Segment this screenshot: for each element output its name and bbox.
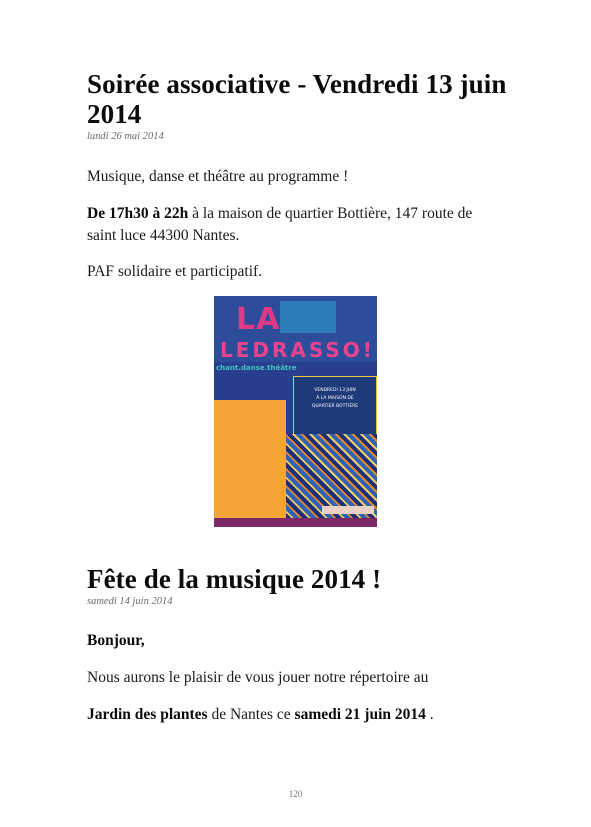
city-text: de Nantes ce — [207, 706, 295, 723]
post-paragraph — [87, 203, 472, 247]
venue-text: Jardin des plantes — [87, 706, 208, 723]
page-number: 120 — [288, 789, 303, 799]
event-poster-image — [214, 296, 377, 527]
post-title — [87, 69, 506, 129]
time-range: De 17h30 à 22h — [87, 205, 189, 222]
poster-lineup — [214, 400, 286, 518]
post-date: samedi 14 juin 2014 — [87, 596, 173, 607]
poster-info-line: À LA MAISON DE — [316, 396, 354, 401]
poster-subtitle: chant.danse.théâtre — [216, 364, 297, 372]
post-date: lundi 26 mai 2014 — [87, 131, 164, 142]
post-paragraph: Nous aurons le plaisir de vous jouer notre répertoire au — [87, 669, 429, 686]
poster-la: LA — [236, 302, 281, 337]
poster-info-line: QUARTIER BOTTIÈRE — [311, 404, 359, 409]
post-title-line: Soirée associative - Vendredi 13 juin — [87, 69, 507, 99]
address-text: saint luce 44300 Nantes. — [87, 227, 240, 244]
post-greeting — [87, 630, 145, 652]
poster-bottom-band — [214, 518, 377, 527]
post-paragraph: PAF solidaire et participatif. — [87, 263, 263, 280]
poster-logos — [322, 506, 374, 514]
post-title: Fête de la musique 2014 ! — [87, 564, 382, 594]
trailing-text: . — [425, 706, 434, 723]
post-title-line: 2014 — [87, 99, 142, 129]
greeting-text: Bonjour, — [87, 632, 145, 649]
poster-illustration — [280, 301, 336, 333]
post-paragraph: Musique, danse et théâtre au programme ! — [87, 168, 349, 185]
address-text: à la maison de quartier Bottière, 147 route de — [188, 205, 473, 222]
poster-info-line: VENDREDI 13 JUIN — [314, 388, 356, 393]
post-paragraph — [87, 704, 434, 726]
poster-name: LEDRASSO! — [220, 338, 375, 362]
event-date-text: samedi 21 juin 2014 — [294, 706, 426, 723]
poster-info-box — [293, 376, 377, 435]
